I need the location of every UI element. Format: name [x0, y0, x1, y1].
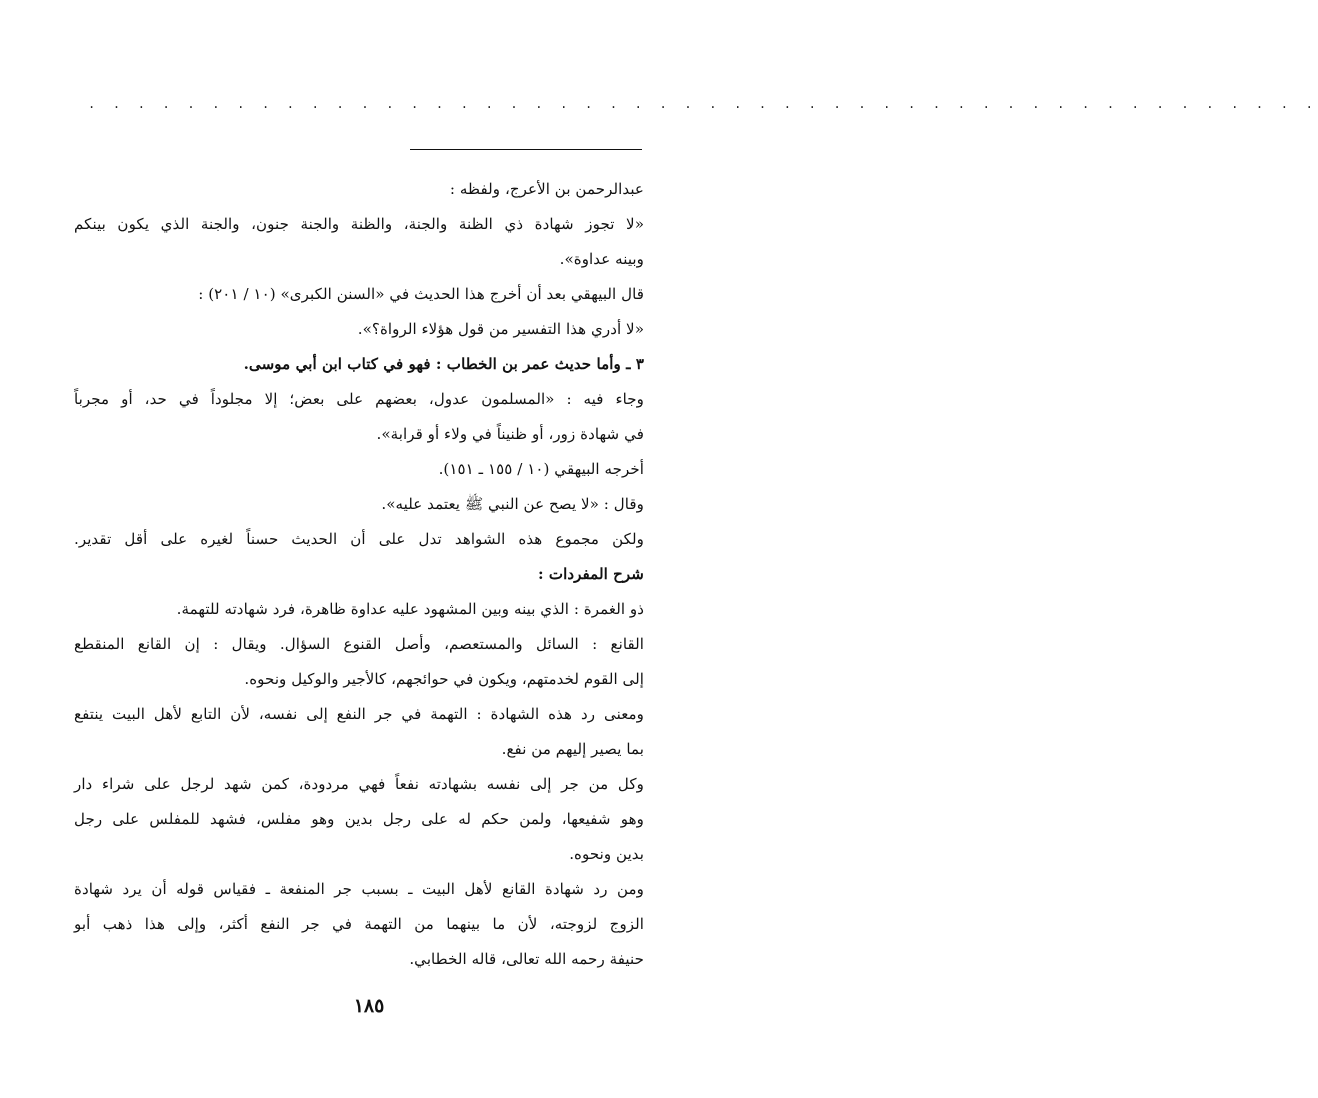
text-line: في شهادة زور، أو ظنيناً في ولاء أو قرابة». [376, 425, 644, 443]
text-line: ومن رد شهادة القانع لأهل البيت ـ بسبب جر المنفعة ـ فقياس قوله أن يرد شهادة [74, 880, 644, 898]
text-line: الزوج لزوجته، لأن ما بينهما من التهمة في جر النفع أكثر، وإلى هذا ذهب أبو [74, 915, 644, 933]
text-line: ولكن مجموع هذه الشواهد تدل على أن الحديث حسناً لغيره على أقل تقدير. [74, 530, 644, 548]
text-line: إلى القوم لخدمتهم، ويكون في حوائجهم، كالأجير والوكيل ونحوه. [244, 670, 644, 688]
page-number: ١٨٥ [353, 995, 385, 1017]
text-line: بدين ونحوه. [569, 845, 644, 863]
page-body [74, 172, 644, 977]
dotted-separator: . . . . . . . . . . . . . . . . . . . . . . . . . . . . . . . . . . . . . . . . . . . . . . . . . . [88, 97, 1318, 111]
text-line: ومعنى رد هذه الشهادة : التهمة في جر النفع إلى نفسه، لأن التابع لأهل البيت ينتفع [74, 705, 644, 723]
text-line: قال البيهقي بعد أن أخرج هذا الحديث في «السنن الكبرى» (١٠ / ٢٠١) : [198, 285, 644, 303]
vocabulary-heading: شرح المفردات : [537, 565, 644, 583]
text-line: وبينه عداوة». [559, 250, 644, 268]
text-line: وقال : «لا يصح عن النبي ﷺ يعتمد عليه». [381, 495, 644, 513]
vocabulary-heading-line [74, 557, 644, 592]
text-line: ذو الغمرة : الذي بينه وبين المشهود عليه عداوة ظاهرة، فرد شهادته للتهمة. [176, 600, 644, 618]
text-line: أخرجه البيهقي (١٠ / ١٥٥ ـ ١٥١). [438, 460, 644, 478]
text-line: عبدالرحمن بن الأعرج، ولفظه : [449, 180, 644, 198]
text-line: وهو شفيعها، ولمن حكم له على رجل بدين وهو مفلس، فشهد للمفلس على رجل [74, 810, 644, 828]
text-line: بما يصير إليهم من نفع. [501, 740, 644, 758]
text-line: حنيفة رحمه الله تعالى، قاله الخطابي. [409, 950, 644, 968]
text-line: وجاء فيه : «المسلمون عدول، بعضهم على بعض؛ إلا مجلوداً في حد، أو مجرباً [74, 390, 644, 408]
text-line: «لا تجوز شهادة ذي الظنة والجنة، والظنة والجنة جنون، والجنة الذي يكون بينكم [74, 215, 644, 233]
section-heading: ٣ ـ وأما حديث عمر بن الخطاب : فهو في كتاب ابن أبي موسى. [243, 355, 644, 373]
text-line: القانع : السائل والمستعصم، وأصل القنوع السؤال. ويقال : إن القانع المنقطع [74, 635, 644, 653]
text-line: وكل من جر إلى نفسه بشهادته نفعاً فهي مردودة، كمن شهد لرجل على شراء دار [74, 775, 644, 793]
text-line: «لا أدري هذا التفسير من قول هؤلاء الرواة؟». [357, 320, 644, 338]
section-heading-line [74, 347, 644, 382]
footnote-rule [410, 149, 642, 150]
